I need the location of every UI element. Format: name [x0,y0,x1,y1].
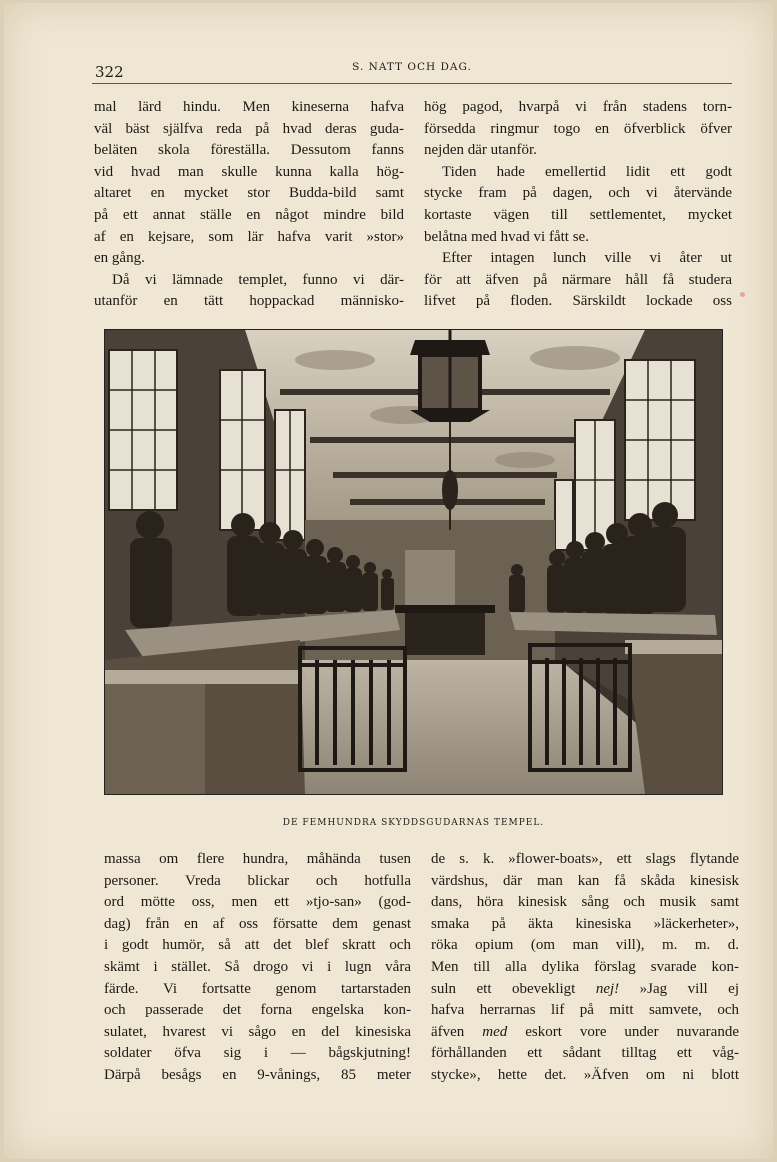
text-line: lifvet på floden. Särskildt lockade oss [424,293,732,310]
text-line: altaret en mycket stor Budda-bild samt [94,185,404,202]
text-line: skämt i stället. Så drogo vi i lugn våra [104,958,411,975]
page-header [92,57,732,84]
book-page [4,3,773,1159]
text-line: utanför en tätt hoppackad människo- [94,293,404,310]
text-line: hafva herrarnas lif på mitt samvete, och [431,1002,739,1019]
italic-word: med [482,1023,508,1040]
text-line: Då vi lämnade templet, funno vi där- [112,271,404,288]
text-line: försedda ringmur togo en öfverblick öfver [424,120,732,137]
text-line: stycke», hette det. »Äfven om ni blott [431,1066,739,1083]
text-line: massa om flere hundra, måhända tusen [104,851,411,867]
text-line: förhållanden ett sådant tilltag ett våg- [431,1045,739,1062]
text-line: och passerade det forna engelska kon- [104,1002,411,1019]
text-column-top-left [94,97,404,313]
text-line [431,1022,739,1044]
temple-photograph [104,329,723,795]
text-line: Efter intagen lunch ville vi åter ut [442,250,732,267]
text-fragment: »Jag vill ej [619,980,739,997]
text-line: i godt humör, så att det blef skratt och [104,937,411,954]
page-number: 322 [95,63,124,81]
paper-stain [740,292,745,297]
text-line: mal lärd hindu. Men kineserna hafva [94,99,404,115]
text-line: ord mötte oss, men ett »tjo-san» (god- [104,894,411,911]
text-line: sulatet, hvarest vi sågo en del kinesiska [104,1023,411,1040]
text-line: en gång. [94,250,145,267]
text-line: väl bäst själfva reda på hvad deras guda- [94,120,404,137]
text-line: hög pagod, hvarpå vi från stadens torn- [424,99,732,115]
text-line: nejden där utanför. [424,142,537,159]
text-line: personer. Vreda blickar och hotfulla [104,872,411,889]
text-line: Tiden hade emellertid lidit ett godt [442,163,732,180]
text-line: för att äfven på närmare håll få studera [424,271,732,288]
text-fragment: äfven [431,1023,483,1040]
text-line: Därpå besågs en 9-vånings, 85 meter [104,1066,411,1083]
text-line: kortaste vägen till settlementet, mycket [424,206,732,223]
text-column-bottom-left [104,849,411,1087]
text-fragment: suln ett obevekligt [431,980,596,997]
text-column-top-right [424,97,732,313]
text-line: dans, höra kinesisk sång och musik samt [431,894,739,911]
text-line: värdshus, där man kan få skåda kinesisk [431,872,739,889]
text-line: på ett annat ställe en något mindre bild [94,206,404,223]
running-head: S. NATT OCH DAG. [352,61,472,73]
text-fragment: eskort vore under nuvarande [507,1023,739,1040]
text-line [431,979,739,1001]
text-line: dag) från en af oss försatte dem genast [104,915,411,932]
text-line: soldater öfva sig i — bågskjutning! [104,1045,411,1062]
text-line: Men till alla dylika förslag svarade kon- [431,958,739,975]
text-line: de s. k. »flower-boats», ett slags flytande [431,851,739,867]
text-line: smaka på äkta kinesiska »läckerheter», [431,915,739,932]
text-line: belåtna med hvad vi fått se. [424,228,589,245]
text-line: röka opium (om man vill), m. m. d. [431,937,739,954]
text-line: beläten skola föreställa. Dessutom fanns [94,142,404,159]
text-line: vid hvad man skulle kunna kalla hög- [94,163,404,180]
text-line: af en kejsare, som lär hafva varit »stor» [94,228,404,245]
text-column-bottom-right [431,849,739,1087]
figure-caption: DE FEMHUNDRA SKYDDSGUDARNAS TEMPEL. [282,818,545,828]
text-line: stycke fram på dagen, och vi återvände [424,185,732,202]
italic-word: nej! [595,980,620,997]
text-line: färde. Vi fortsatte genom tartarstaden [104,980,411,997]
